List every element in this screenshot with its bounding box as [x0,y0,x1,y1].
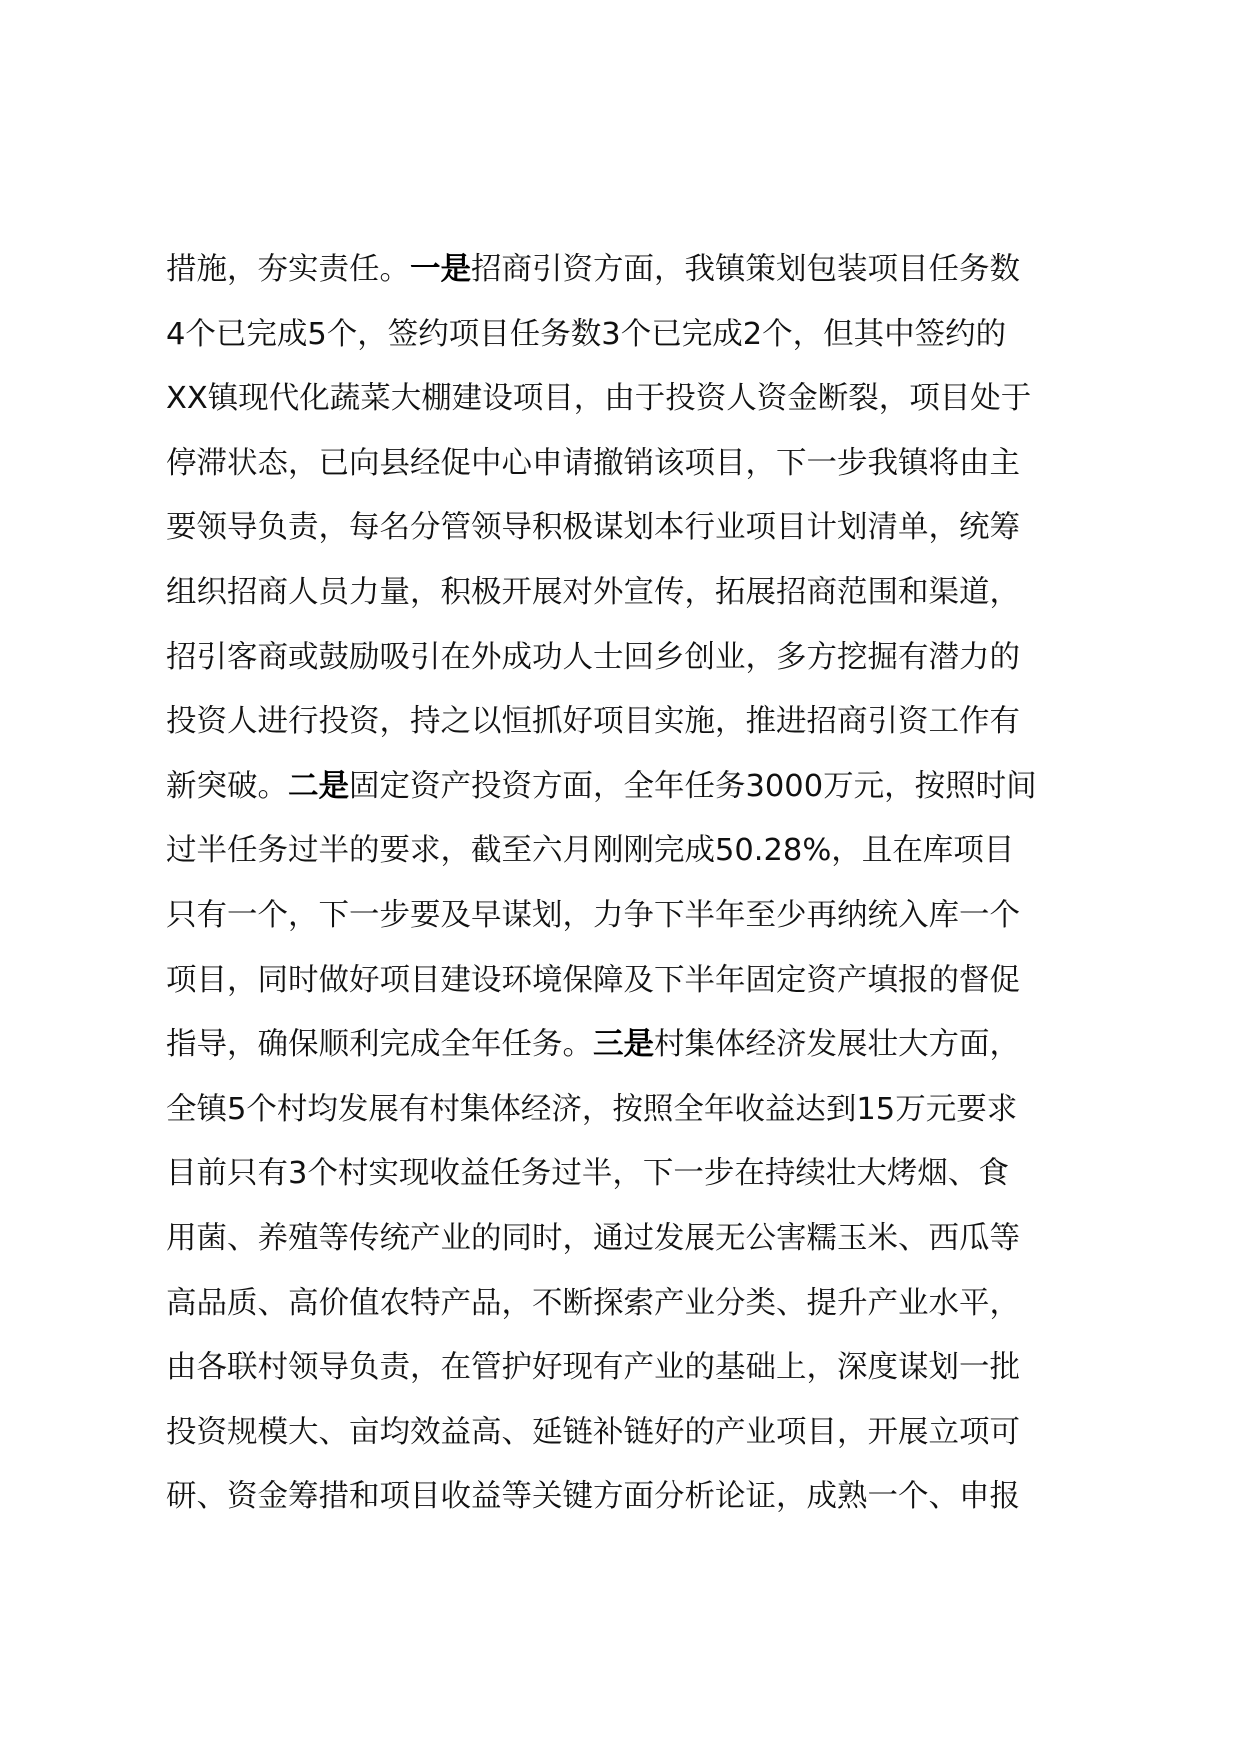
text-run: 4个已完成5个，签约项目任务数3个已完成2个，但其中签约的 [166,316,1007,352]
text-line [166,432,1116,497]
text-line [166,884,1116,949]
text-run: 高品质、高价值农特产品，不断探索产业分类、提升产业水平， [166,1285,1020,1321]
emphasis-label: 二是 [288,768,349,804]
text-run: 措施，夯实责任。 [166,252,410,287]
text-run: XX镇现代化蔬菜大棚建设项目，由于投资人资金断裂，项目处于 [166,381,1032,417]
text-run: 用菌、养殖等传统产业的同时，通过发展无公害糯玉米、西瓜等 [166,1220,1020,1256]
text-line [166,496,1116,561]
text-run: 由各联村领导负责，在管护好现有产业的基础上，深度谋划一批 [166,1350,1020,1386]
text-run: 投资人进行投资，持之以恒抓好项目实施，推进招商引资工作有 [166,704,1020,740]
text-run: 要领导负责，每名分管领导积极谋划本行业项目计划清单，统筹 [166,510,1020,546]
emphasis-label: 三是 [593,1027,654,1063]
text-run: 组织招商人员力量，积极开展对外宣传，拓展招商范围和渠道， [166,574,1020,610]
text-run: 固定资产投资方面，全年任务3000万元，按照时间 [349,768,1037,804]
text-line [166,1013,1116,1078]
text-line [166,1272,1116,1337]
text-line [166,1207,1116,1272]
text-line [166,561,1116,626]
text-run: 项目，同时做好项目建设环境保障及下半年固定资产填报的督促 [166,962,1020,998]
text-line [166,755,1116,820]
text-run: 新突破。 [166,768,288,804]
text-run: 招商引资方面，我镇策划包装项目任务数 [471,252,1020,287]
text-run: 招引客商或鼓励吸引在外成功人士回乡创业，多方挖掘有潜力的 [166,639,1020,675]
text-line [166,819,1116,884]
body-paragraph [166,238,1116,1530]
text-line [166,367,1116,432]
emphasis-label: 一是 [410,252,471,287]
text-line [166,238,1116,303]
text-run: 村集体经济发展壮大方面， [654,1027,1020,1063]
text-run: 目前只有3个村实现收益任务过半，下一步在持续壮大烤烟、食 [166,1156,1009,1192]
text-line [166,1142,1116,1207]
text-run: 过半任务过半的要求，截至六月刚刚完成50.28%，且在库项目 [166,833,1015,869]
text-run: 研、资金筹措和项目收益等关键方面分析论证，成熟一个、申报 [166,1479,1020,1515]
text-line [166,949,1116,1014]
text-run: 指导，确保顺利完成全年任务。 [166,1027,593,1063]
text-line [166,1401,1116,1466]
text-run: 全镇5个村均发展有村集体经济，按照全年收益达到15万元要求 [166,1091,1018,1127]
text-line [166,303,1116,368]
text-line [166,690,1116,755]
text-run: 停滞状态，已向县经促中心申请撤销该项目，下一步我镇将由主 [166,445,1020,481]
text-line [166,626,1116,691]
text-run: 只有一个，下一步要及早谋划，力争下半年至少再纳统入库一个 [166,897,1020,933]
text-line [166,1465,1116,1530]
text-line [166,1336,1116,1401]
text-line [166,1078,1116,1143]
text-run: 投资规模大、亩均效益高、延链补链好的产业项目，开展立项可 [166,1414,1020,1450]
